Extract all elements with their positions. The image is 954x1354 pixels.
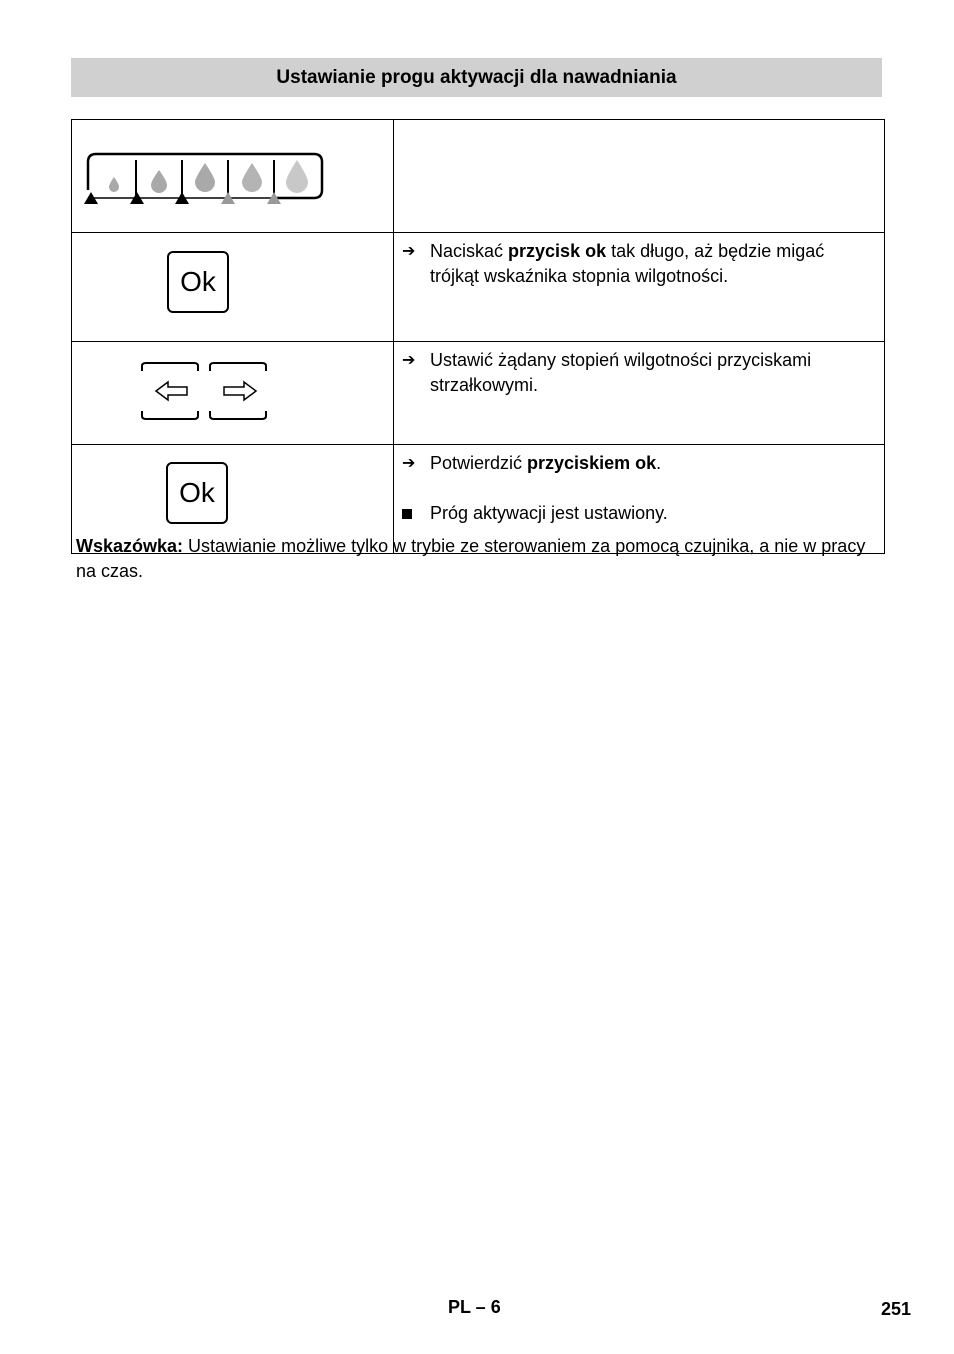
arrow-right-icon: ➔ [402,243,416,260]
table-row [72,342,885,445]
result-item [400,501,878,527]
humidity-scale-cell [72,120,394,233]
instruction-bold: przycisk ok [508,241,607,261]
humidity-scale-icon [72,120,393,226]
instruction-bold: przyciskiem ok [527,453,657,473]
ok-key-icon [167,251,229,313]
instruction-item [400,451,878,476]
ok-key-label: Ok [180,266,216,297]
instruction-text: . [656,453,662,473]
ok-key-label: Ok [179,477,215,508]
table-row [72,120,885,233]
page-number: 251 [880,1299,911,1319]
step-text-cell [394,342,885,445]
arrow-keys-icon [72,342,393,438]
step-text-cell [394,233,885,342]
arrow-keys-cell [72,342,394,445]
instruction-text: tak długo, aż będzie migać trójkąt wskaźnika stopnia wilgotności. [430,241,825,286]
footer-section: PL – 6 [448,1297,501,1317]
instruction-item [400,348,878,398]
arrow-right-icon: ➔ [402,455,416,472]
note-text: Ustawianie możliwe tylko w trybie ze sterowaniem za pomocą czujnika, a nie w pracy na czas. [76,536,866,581]
instruction-table [71,119,885,554]
section-title: Ustawianie progu aktywacji dla nawadniania [71,58,882,97]
ok-key-icon [166,462,228,524]
note [76,534,886,584]
result-text: Próg aktywacji jest ustawiony. [430,503,668,523]
instruction-text: Ustawić żądany stopień wilgotności przyciskami strzałkowymi. [430,350,812,395]
instruction-text: Potwierdzić [430,453,528,473]
instruction-item [400,239,878,289]
arrow-right-icon: ➔ [402,352,416,369]
note-label: Wskazówka: [76,536,184,556]
table-row [72,233,885,342]
ok-key-cell [72,233,394,342]
square-bullet-icon [402,509,412,519]
empty-text-cell [394,120,885,233]
instruction-text: Naciskać [430,241,509,261]
